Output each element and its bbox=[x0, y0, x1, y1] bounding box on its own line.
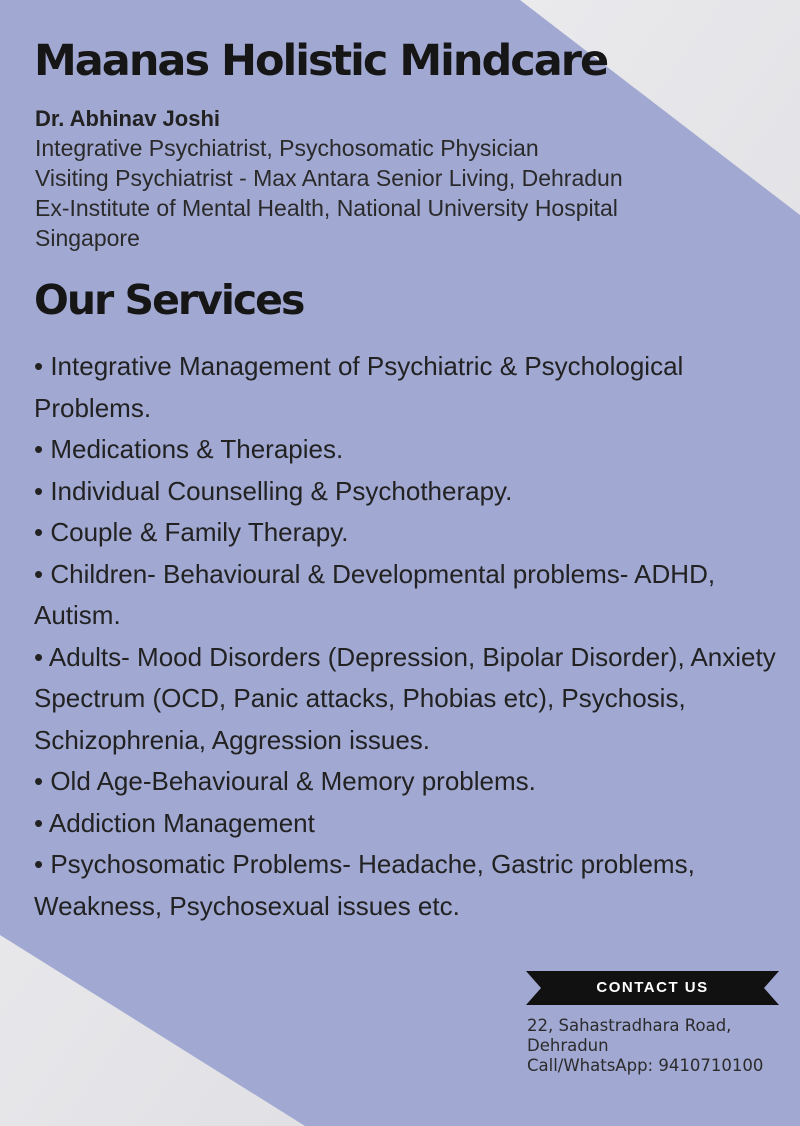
credential-line: Ex-Institute of Mental Health, National University Hospital bbox=[35, 195, 618, 221]
address-city: Dehradun bbox=[527, 1036, 609, 1055]
service-item: • Addiction Management bbox=[34, 807, 315, 838]
service-item: • Psychosomatic Problems- Headache, Gastric problems, Weakness, Psychosexual issues etc. bbox=[34, 849, 695, 921]
phone-number: Call/WhatsApp: 9410710100 bbox=[527, 1056, 764, 1075]
contact-ribbon bbox=[526, 971, 779, 1005]
credential-line: Visiting Psychiatrist - Max Antara Senior Living, Dehradun bbox=[35, 165, 623, 191]
credential-line: Integrative Psychiatrist, Psychosomatic Physician bbox=[35, 135, 539, 161]
service-item: • Medications & Therapies. bbox=[34, 434, 344, 464]
service-item: • Integrative Management of Psychiatric & Psychological Problems. bbox=[34, 351, 684, 423]
contact-us-label: CONTACT US bbox=[596, 979, 709, 996]
address-line: 22, Sahastradhara Road, bbox=[527, 1016, 732, 1035]
services-list bbox=[34, 346, 784, 927]
service-item: • Couple & Family Therapy. bbox=[34, 517, 349, 547]
credential-line: Singapore bbox=[35, 225, 140, 251]
service-item: • Adults- Mood Disorders (Depression, Bipolar Disorder), Anxiety Spectrum (OCD, Panic attacks, Phobias etc), Psychosis, Schizophrenia, Aggression issues. bbox=[34, 641, 776, 755]
contact-details bbox=[527, 1016, 797, 1076]
services-heading: Our Services bbox=[34, 276, 304, 324]
doctor-credentials bbox=[35, 133, 775, 253]
service-item: • Old Age-Behavioural & Memory problems. bbox=[34, 766, 536, 796]
service-item: • Individual Counselling & Psychotherapy. bbox=[34, 475, 513, 506]
service-item: • Children- Behavioural & Developmental problems- ADHD, Autism. bbox=[34, 558, 716, 630]
clinic-title: Maanas Holistic Mindcare bbox=[34, 36, 608, 86]
doctor-name: Dr. Abhinav Joshi bbox=[35, 106, 221, 131]
